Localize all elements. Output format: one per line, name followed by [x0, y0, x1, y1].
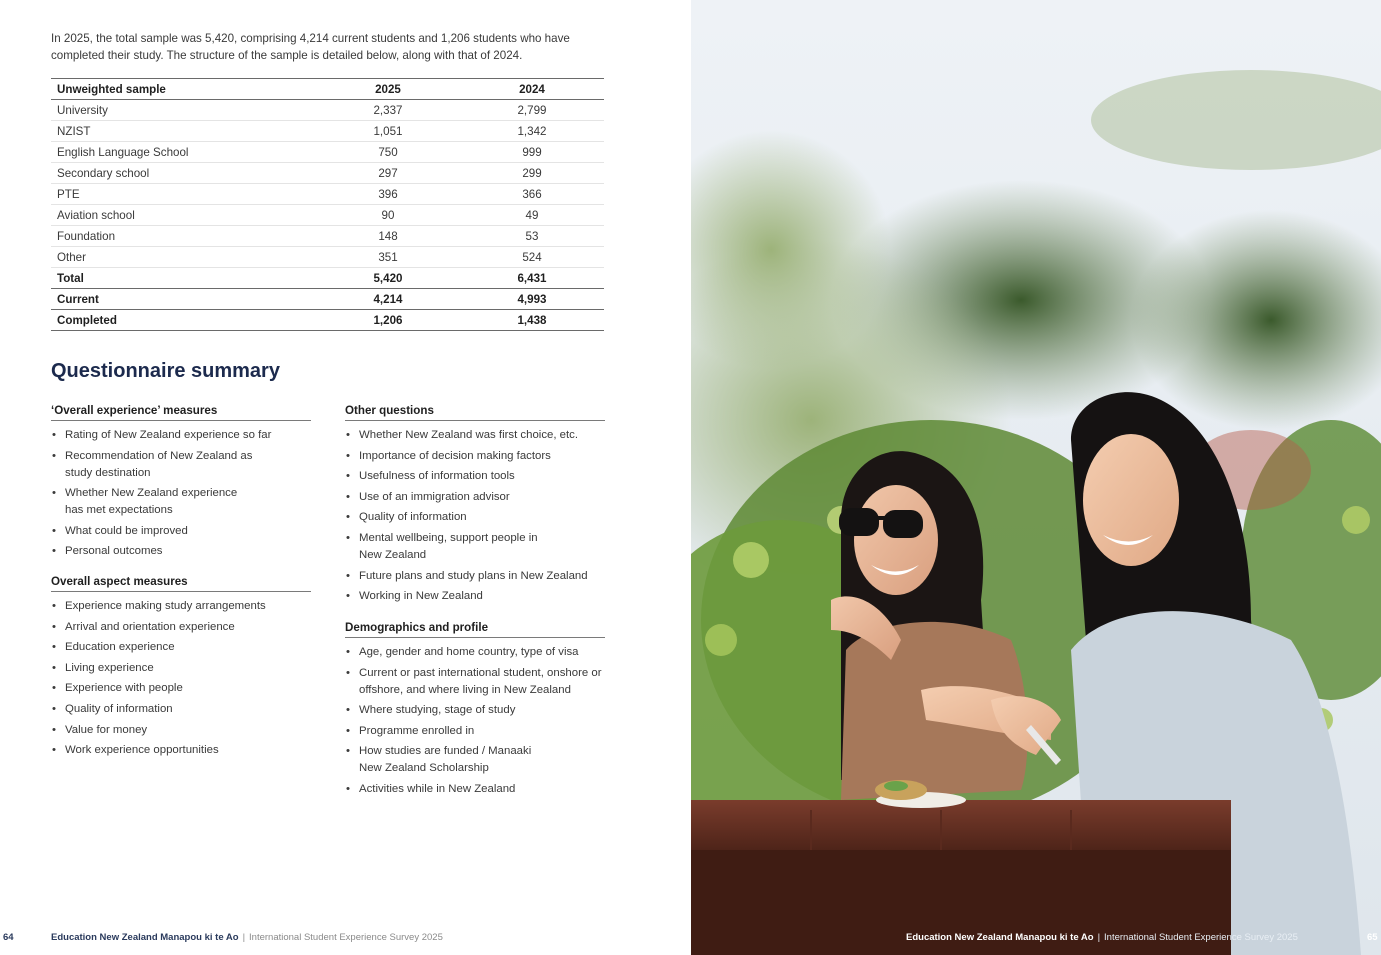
table-cell: Aviation school: [51, 205, 316, 226]
table-total-row: [51, 310, 604, 331]
list-item: • What could be improved: [51, 523, 311, 540]
section-heading: ‘Overall experience’ measures: [51, 404, 311, 421]
list-item: • Experience with people: [51, 680, 311, 697]
student-photo: [691, 0, 1381, 955]
table-total-row: [51, 268, 604, 289]
table-cell: 5,420: [316, 268, 460, 289]
table-cell: 366: [460, 184, 604, 205]
table-cell: 2,799: [460, 100, 604, 121]
list-item: • Experience making study arrangements: [51, 598, 311, 615]
table-cell: Foundation: [51, 226, 316, 247]
table-header: Unweighted sample: [51, 79, 316, 100]
list-item: • Current or past international student, onshore or offshore, and where living in New Zealand: [345, 665, 607, 699]
table-row: [51, 100, 604, 121]
list-item: • Recommendation of New Zealand as study destination: [51, 448, 255, 482]
list-item: • Personal outcomes: [51, 543, 311, 560]
table-cell: Other: [51, 247, 316, 268]
demographics-section: [345, 621, 605, 802]
footer-publication-line: [906, 932, 1298, 943]
page-number: 64: [3, 932, 14, 943]
list-item: • Where studying, stage of study: [345, 702, 605, 719]
section-heading: Demographics and profile: [345, 621, 605, 638]
list-item: • Whether New Zealand experience has met expectations: [51, 485, 255, 519]
list-item: • Work experience opportunities: [51, 742, 311, 759]
table-cell: 2,337: [316, 100, 460, 121]
footer-publication-line: [51, 932, 443, 943]
table-cell: Completed: [51, 310, 316, 331]
list-item: • Use of an immigration advisor: [345, 489, 605, 506]
table-row: [51, 142, 604, 163]
list-item: • How studies are funded / Manaaki New Zealand Scholarship: [345, 743, 549, 777]
table-cell: 53: [460, 226, 604, 247]
table-cell: 1,342: [460, 121, 604, 142]
table-cell: 1,206: [316, 310, 460, 331]
table-cell: 297: [316, 163, 460, 184]
table-row: [51, 247, 604, 268]
other-questions-section: [345, 404, 605, 609]
overall-aspect-section: [51, 575, 311, 763]
table-cell: University: [51, 100, 316, 121]
table-row: [51, 121, 604, 142]
table-cell: 90: [316, 205, 460, 226]
footer-separator: |: [1097, 932, 1101, 943]
table-cell: NZIST: [51, 121, 316, 142]
table-cell: 524: [460, 247, 604, 268]
table-cell: 1,438: [460, 310, 604, 331]
table-cell: Current: [51, 289, 316, 310]
section-heading: Other questions: [345, 404, 605, 421]
section-heading: Overall aspect measures: [51, 575, 311, 592]
list-item: • Living experience: [51, 660, 311, 677]
table-row: [51, 163, 604, 184]
overall-experience-section: [51, 404, 311, 564]
footer-publication: International Student Experience Survey 2025: [1104, 932, 1298, 943]
table-header-row: [51, 79, 604, 100]
footer-publication: International Student Experience Survey 2025: [249, 932, 443, 943]
list-item: • Quality of information: [345, 509, 605, 526]
list-item: • Quality of information: [51, 701, 311, 718]
table-cell: English Language School: [51, 142, 316, 163]
table-cell: 4,214: [316, 289, 460, 310]
bullet-list: [345, 427, 605, 605]
list-item: • Activities while in New Zealand: [345, 781, 605, 798]
table-cell: 4,993: [460, 289, 604, 310]
table-row: [51, 205, 604, 226]
footer-separator: |: [242, 932, 246, 943]
table-cell: 999: [460, 142, 604, 163]
bullet-list: [345, 644, 605, 798]
table-cell: Secondary school: [51, 163, 316, 184]
table-row: [51, 184, 604, 205]
list-item: • Rating of New Zealand experience so far: [51, 427, 311, 444]
table-row: [51, 226, 604, 247]
list-item: • Importance of decision making factors: [345, 448, 605, 465]
footer-org: Education New Zealand Manapou ki te Ao: [51, 932, 239, 943]
list-item: • Education experience: [51, 639, 311, 656]
list-item: • Mental wellbeing, support people in New Zealand: [345, 530, 549, 564]
table-header: 2025: [316, 79, 460, 100]
table-cell: PTE: [51, 184, 316, 205]
list-item: • Future plans and study plans in New Zealand: [345, 568, 605, 585]
sample-table: [51, 78, 604, 331]
list-item: • Programme enrolled in: [345, 723, 605, 740]
page-number: 65: [1367, 932, 1378, 943]
list-item: • Usefulness of information tools: [345, 468, 605, 485]
table-header: 2024: [460, 79, 604, 100]
intro-paragraph: In 2025, the total sample was 5,420, comprising 4,214 current students and 1,206 students who have completed their study. The structure of the sample is detailed below, along with that of 2024.: [51, 32, 570, 62]
footer-org: Education New Zealand Manapou ki te Ao: [906, 932, 1094, 943]
table-cell: 148: [316, 226, 460, 247]
list-item: • Arrival and orientation experience: [51, 619, 311, 636]
table-cell: 750: [316, 142, 460, 163]
list-item: • Value for money: [51, 722, 311, 739]
table-cell: 396: [316, 184, 460, 205]
table-cell: 351: [316, 247, 460, 268]
bullet-list: [51, 427, 311, 560]
table-cell: 299: [460, 163, 604, 184]
photo-of-two-students-laughing-outdoors: [691, 0, 1381, 955]
list-item: • Whether New Zealand was first choice, etc.: [345, 427, 605, 444]
questionnaire-summary-title: Questionnaire summary: [51, 360, 280, 382]
table-total-row: [51, 289, 604, 310]
table-cell: Total: [51, 268, 316, 289]
list-item: • Working in New Zealand: [345, 588, 605, 605]
table-cell: 1,051: [316, 121, 460, 142]
table-cell: 49: [460, 205, 604, 226]
table-cell: 6,431: [460, 268, 604, 289]
list-item: • Age, gender and home country, type of visa: [345, 644, 605, 661]
bullet-list: [51, 598, 311, 759]
